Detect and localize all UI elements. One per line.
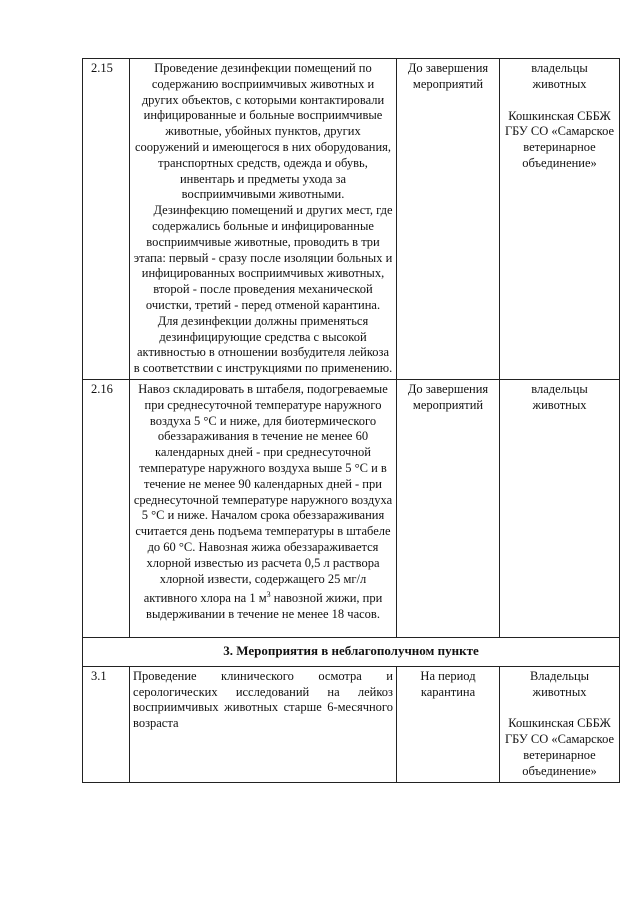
measures-table (82, 58, 620, 783)
responsible-cell (500, 59, 620, 380)
responsible-organization: Кошкинская СББЖ ГБУ СО «Самарское ветеринарное объединение» (504, 716, 615, 778)
measure-text: Проведение клинического осмотра и серологических исследований на лейкоз восприимчивых животных старше 6-месячного возраста (130, 666, 397, 782)
responsible-organization: Кошкинская СББЖ ГБУ СО «Самарское ветеринарное объединение» (504, 108, 615, 170)
table-row (83, 379, 620, 637)
measure-text (130, 59, 397, 380)
measure-paragraph: Дезинфекцию помещений и других мест, где содержались больные и инфицированные восприимчивые животные, проводить в три этапа: первый - сразу после изоляции больных и инфицированных восприимчивых животных, второй - после проведения механической очистки, третий - перед отменой карантина. (133, 203, 393, 312)
section-row (83, 638, 620, 667)
row-number: 2.15 (83, 59, 130, 380)
table-row (83, 59, 620, 380)
term-cell: На период карантина (397, 666, 500, 782)
superscript: 3 (266, 590, 271, 600)
term-cell: До завершения мероприятий (397, 59, 500, 380)
measure-paragraph: Навоз складировать в штабеля, подогреваемые при среднесуточной температуре наружного воздуха 5 °С и ниже, для биотермического обеззараживания в течение не менее 60 календарных дней - при среднесуточной температуре наружного воздуха выше 5 °С и в течение не менее 90 календарных дней - при среднесуточной температуре наружного воздуха 5 °С и ниже. Началом срока обеззараживания считается день подъема температуры в штабеле до 60 °С. Навозная жижа обеззараживается хлорной известью из расчета 0,5 л раствора хлорной извести, содержащего 25 мг/л активного хлора на 1 м (133, 381, 393, 606)
measure-paragraph: Для дезинфекции должны применяться дезинфицирующие средства с высокой активностью в отношении возбудителя лейкоза в соответствии с инструкциями по применению. (133, 313, 393, 376)
responsible-cell (500, 379, 620, 637)
measure-paragraph: Проведение дезинфекции помещений по содержанию восприимчивых животных и других объектов, с которыми контактировали инфицированные и больные восприимчивые животные, убойных пунктов, других сооружений и имеющегося в них оборудования, транспортных средств, одежда и обувь, инвентарь и предметы ухода за восприимчивыми животными. (134, 61, 392, 202)
row-number: 3.1 (83, 666, 130, 782)
term-cell: До завершения мероприятий (397, 379, 500, 637)
measure-paragraph-end: навозной жижи, при выдерживании в течение не менее 18 часов. (146, 591, 383, 622)
responsible-cell (500, 666, 620, 782)
responsible-owners: владельцы животных (531, 381, 588, 412)
row-number: 2.16 (83, 379, 130, 637)
measure-text (130, 379, 397, 637)
section-title: 3. Мероприятия в неблагополучном пункте (83, 638, 620, 667)
responsible-owners: Владельцы животных (529, 668, 590, 699)
responsible-owners: владельцы животных (531, 61, 588, 91)
table-row (83, 666, 620, 782)
